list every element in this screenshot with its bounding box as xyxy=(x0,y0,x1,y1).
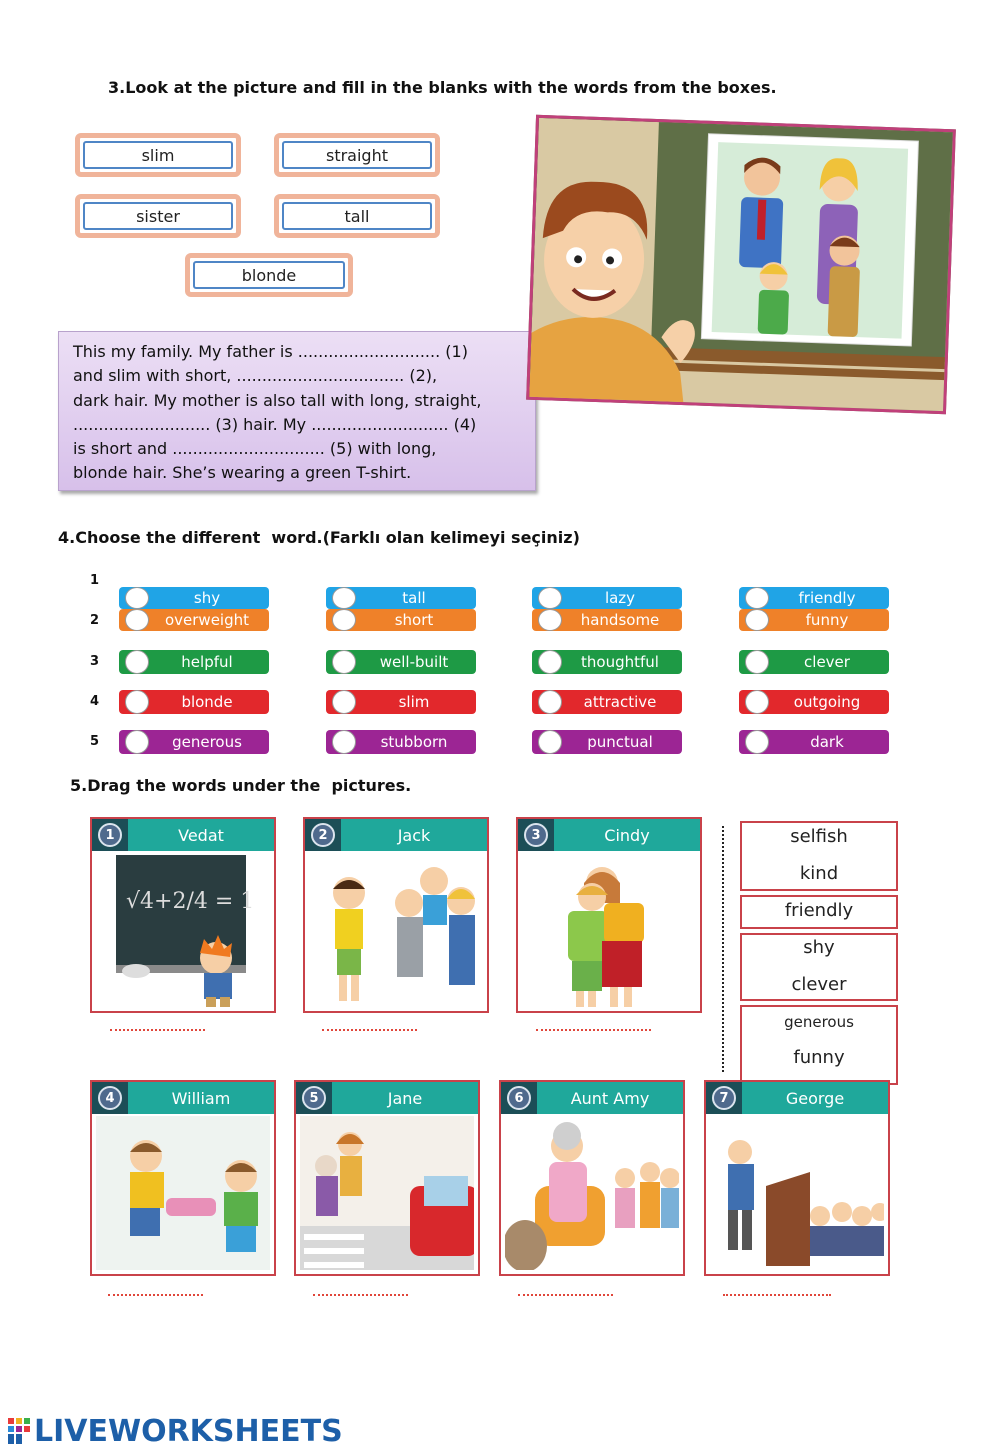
card-number: 4 xyxy=(98,1086,122,1110)
word-label: blonde xyxy=(193,261,345,289)
section4-heading: 4.Choose the different word.(Farklı olan kelimeyi seçiniz) xyxy=(58,528,580,547)
answer-line[interactable] xyxy=(108,1294,203,1296)
funny-man-illustration xyxy=(710,1116,884,1270)
radio-button[interactable] xyxy=(745,650,769,674)
radio-button[interactable] xyxy=(745,690,769,714)
word-box-sister[interactable] xyxy=(75,194,241,238)
row-number: 4 xyxy=(90,694,100,709)
card-name: Aunt Amy xyxy=(570,1088,650,1108)
answer-line[interactable] xyxy=(313,1294,408,1296)
radio-button[interactable] xyxy=(332,650,356,674)
option-label: dark xyxy=(810,733,844,751)
card-name: Vedat xyxy=(178,825,224,845)
logo-text: LIVEWORKSHEETS xyxy=(34,1413,343,1449)
drag-word-selfish[interactable]: selfish xyxy=(790,826,848,847)
option-label: blonde xyxy=(181,693,233,711)
radio-button[interactable] xyxy=(125,650,149,674)
radio-button[interactable] xyxy=(538,690,562,714)
radio-button[interactable] xyxy=(538,609,562,631)
paragraph-line: ........................... (3) hair. My ........................... (4) xyxy=(73,414,477,434)
option-label: handsome xyxy=(580,611,660,629)
option-tall[interactable] xyxy=(326,587,476,609)
word-label: tall xyxy=(282,202,432,230)
paragraph-line: This my family. My father is ............................ (1) xyxy=(73,342,468,361)
radio-button[interactable] xyxy=(745,730,769,754)
radio-button[interactable] xyxy=(125,609,149,631)
option-slim[interactable] xyxy=(326,690,476,714)
picture-card-jack xyxy=(303,817,489,1013)
option-clever[interactable] xyxy=(739,650,889,674)
option-label: shy xyxy=(193,589,221,607)
picture-card-vedat xyxy=(90,817,276,1013)
option-label: lazy xyxy=(604,589,636,607)
radio-button[interactable] xyxy=(538,730,562,754)
section5-heading: 5.Drag the words under the pictures. xyxy=(70,776,412,795)
paragraph-line: dark hair. My mother is also tall with long, straight, xyxy=(73,390,482,410)
option-label: short xyxy=(394,611,434,629)
card-number: 2 xyxy=(311,823,335,847)
drag-word-clever[interactable]: clever xyxy=(791,974,847,995)
option-label: thoughtful xyxy=(581,653,659,671)
option-label: funny xyxy=(805,611,849,629)
option-blonde[interactable] xyxy=(119,690,269,714)
card-number: 1 xyxy=(98,823,122,847)
drag-word-shy[interactable]: shy xyxy=(803,937,835,958)
option-label: clever xyxy=(804,653,850,671)
word-box-blonde[interactable] xyxy=(185,253,353,297)
radio-button[interactable] xyxy=(125,587,149,609)
clever-boy-illustration xyxy=(96,853,270,1007)
selfish-boys-illustration xyxy=(96,1116,270,1270)
answer-line[interactable] xyxy=(110,1029,205,1031)
row-number: 5 xyxy=(90,734,100,749)
radio-button[interactable] xyxy=(125,690,149,714)
paragraph-line: and slim with short, ................................. (2), xyxy=(73,366,438,386)
svg-text:√4+2/4 = 1: √4+2/4 = 1 xyxy=(126,889,255,914)
picture-card-george xyxy=(704,1080,890,1276)
option-thoughtful[interactable] xyxy=(532,650,682,674)
drag-word-friendly[interactable]: friendly xyxy=(784,900,854,921)
option-label: attractive xyxy=(583,693,657,711)
card-name: Jack xyxy=(397,825,431,845)
fill-in-paragraph xyxy=(58,331,536,491)
row-number: 3 xyxy=(90,654,100,669)
answer-line[interactable] xyxy=(536,1029,651,1031)
option-label: friendly xyxy=(798,589,856,607)
radio-button[interactable] xyxy=(745,587,769,609)
card-name: Cindy xyxy=(604,825,650,845)
friendly-girls-illustration xyxy=(522,853,696,1007)
family-picture xyxy=(526,115,956,414)
option-label: generous xyxy=(172,733,242,751)
drag-word-generous[interactable]: generous xyxy=(784,1013,854,1031)
word-box-tall[interactable] xyxy=(274,194,440,238)
drag-word-funny[interactable]: funny xyxy=(793,1047,845,1068)
picture-card-jane xyxy=(294,1080,480,1276)
option-label: well-built xyxy=(379,653,449,671)
option-funny[interactable] xyxy=(739,609,889,631)
kind-girl-illustration xyxy=(300,1116,474,1270)
option-outgoing[interactable] xyxy=(739,690,889,714)
option-label: slim xyxy=(398,693,430,711)
picture-card-cindy xyxy=(516,817,702,1013)
option-attractive[interactable] xyxy=(532,690,682,714)
option-label: outgoing xyxy=(793,693,861,711)
card-number: 3 xyxy=(524,823,548,847)
card-number: 7 xyxy=(712,1086,736,1110)
card-number: 6 xyxy=(507,1086,531,1110)
picture-card-aunt-amy xyxy=(499,1080,685,1276)
dotted-separator xyxy=(722,826,724,1072)
drag-word-kind[interactable]: kind xyxy=(799,863,839,884)
word-label: straight xyxy=(282,141,432,169)
radio-button[interactable] xyxy=(538,587,562,609)
paragraph-line: is short and .............................. (5) with long, xyxy=(73,439,437,459)
word-label: slim xyxy=(83,141,233,169)
radio-button[interactable] xyxy=(745,609,769,631)
answer-line[interactable] xyxy=(322,1029,417,1031)
option-label: overweight xyxy=(164,611,250,629)
liveworksheets-logo xyxy=(8,1414,343,1448)
option-label: stubborn xyxy=(380,733,448,751)
row-number: 2 xyxy=(90,613,100,628)
option-handsome[interactable] xyxy=(532,609,682,631)
card-name: William xyxy=(171,1088,231,1108)
paragraph-line: blonde hair. She’s wearing a green T-shirt. xyxy=(73,463,412,483)
option-shy[interactable] xyxy=(119,587,269,609)
option-lazy[interactable] xyxy=(532,587,682,609)
section3-heading: 3.Look at the picture and fill in the blanks with the words from the boxes. xyxy=(108,78,777,97)
option-stubborn[interactable] xyxy=(326,730,476,754)
word-label: sister xyxy=(83,202,233,230)
option-well-built[interactable] xyxy=(326,650,476,674)
radio-button[interactable] xyxy=(332,609,356,631)
radio-button[interactable] xyxy=(125,730,149,754)
option-overweight[interactable] xyxy=(119,609,269,631)
shy-boy-illustration xyxy=(309,853,483,1007)
generous-woman-illustration xyxy=(505,1116,679,1270)
radio-button[interactable] xyxy=(332,730,356,754)
answer-line[interactable] xyxy=(723,1294,831,1296)
card-number: 5 xyxy=(302,1086,326,1110)
option-dark[interactable] xyxy=(739,730,889,754)
radio-button[interactable] xyxy=(538,650,562,674)
radio-button[interactable] xyxy=(332,587,356,609)
card-name: George xyxy=(785,1088,845,1108)
answer-line[interactable] xyxy=(518,1294,613,1296)
word-box-slim[interactable] xyxy=(75,133,241,177)
option-label: helpful xyxy=(181,653,233,671)
option-label: tall xyxy=(402,589,426,607)
row-number: 1 xyxy=(90,573,100,588)
option-helpful[interactable] xyxy=(119,650,269,674)
option-generous[interactable] xyxy=(119,730,269,754)
picture-card-william xyxy=(90,1080,276,1276)
radio-button[interactable] xyxy=(332,690,356,714)
option-punctual[interactable] xyxy=(532,730,682,754)
option-friendly[interactable] xyxy=(739,587,889,609)
option-label: punctual xyxy=(587,733,653,751)
liveworksheets-logo-icon xyxy=(8,1418,30,1444)
option-short[interactable] xyxy=(326,609,476,631)
card-name: Jane xyxy=(387,1088,423,1108)
word-box-straight[interactable] xyxy=(274,133,440,177)
